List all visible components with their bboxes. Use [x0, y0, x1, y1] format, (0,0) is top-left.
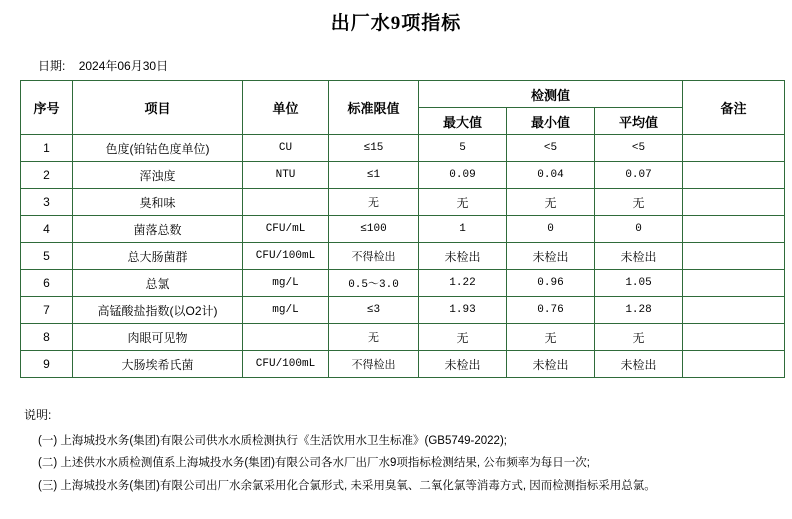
- table-row: [21, 243, 785, 270]
- notes-section: [24, 406, 792, 495]
- cell-remark: [683, 189, 785, 216]
- notes-title: 说明:: [24, 408, 52, 422]
- cell-seq: 7: [21, 297, 73, 324]
- cell-item: 菌落总数: [73, 216, 243, 243]
- cell-item: 肉眼可见物: [73, 324, 243, 351]
- cell-item: 高锰酸盐指数(以O2计): [73, 297, 243, 324]
- cell-avg: 未检出: [595, 351, 683, 378]
- cell-remark: [683, 135, 785, 162]
- cell-avg: <5: [595, 135, 683, 162]
- cell-max: 1: [419, 216, 507, 243]
- cell-item: 浑浊度: [73, 162, 243, 189]
- cell-remark: [683, 162, 785, 189]
- note-line: (二) 上述供水水质检测值系上海城投水务(集团)有限公司各水厂出厂水9项指标检测结果, 公布频率为每日一次;: [38, 457, 590, 470]
- cell-limit: 不得检出: [329, 351, 419, 378]
- date-label: 日期:: [38, 59, 66, 73]
- cell-item: 色度(铂钴色度单位): [73, 135, 243, 162]
- table-row: [21, 216, 785, 243]
- cell-min: 0.04: [507, 162, 595, 189]
- cell-avg: 1.05: [595, 270, 683, 297]
- note-line: (三) 上海城投水务(集团)有限公司出厂水余氯采用化合氯形式, 未采用臭氧、二氧化氯等消毒方式, 因而检测指标采用总氯。: [38, 479, 656, 492]
- date-line: [38, 57, 792, 74]
- cell-unit: CFU/mL: [243, 216, 329, 243]
- header-measured: 检测值: [419, 81, 683, 108]
- cell-seq: 8: [21, 324, 73, 351]
- cell-item: 大肠埃希氏菌: [73, 351, 243, 378]
- cell-unit: mg/L: [243, 270, 329, 297]
- header-limit: 标准限值: [329, 81, 419, 135]
- cell-seq: 2: [21, 162, 73, 189]
- table-row: [21, 297, 785, 324]
- cell-seq: 4: [21, 216, 73, 243]
- cell-limit: ≤100: [329, 216, 419, 243]
- cell-remark: [683, 270, 785, 297]
- page-title: 出厂水9项指标: [330, 13, 462, 34]
- cell-max: 0.09: [419, 162, 507, 189]
- cell-seq: 5: [21, 243, 73, 270]
- cell-min: 未检出: [507, 243, 595, 270]
- table-row: [21, 270, 785, 297]
- date-value: 2024年06月30日: [78, 59, 169, 73]
- cell-limit: 无: [329, 189, 419, 216]
- cell-min: 未检出: [507, 351, 595, 378]
- header-max: 最大值: [419, 108, 507, 135]
- cell-max: 未检出: [419, 351, 507, 378]
- cell-avg: 1.28: [595, 297, 683, 324]
- cell-max: 无: [419, 189, 507, 216]
- cell-remark: [683, 243, 785, 270]
- cell-unit: [243, 324, 329, 351]
- cell-avg: 无: [595, 189, 683, 216]
- cell-limit: 无: [329, 324, 419, 351]
- cell-max: 未检出: [419, 243, 507, 270]
- cell-remark: [683, 324, 785, 351]
- cell-item: 臭和味: [73, 189, 243, 216]
- cell-seq: 1: [21, 135, 73, 162]
- header-unit: 单位: [243, 81, 329, 135]
- cell-unit: NTU: [243, 162, 329, 189]
- cell-limit: ≤1: [329, 162, 419, 189]
- cell-min: <5: [507, 135, 595, 162]
- cell-remark: [683, 351, 785, 378]
- cell-limit: ≤3: [329, 297, 419, 324]
- cell-avg: 0: [595, 216, 683, 243]
- table-row: [21, 351, 785, 378]
- cell-min: 无: [507, 189, 595, 216]
- cell-limit: 不得检出: [329, 243, 419, 270]
- cell-seq: 6: [21, 270, 73, 297]
- header-item: 项目: [73, 81, 243, 135]
- header-seq: 序号: [21, 81, 73, 135]
- cell-min: 0.76: [507, 297, 595, 324]
- cell-unit: CFU/100mL: [243, 351, 329, 378]
- cell-min: 无: [507, 324, 595, 351]
- cell-item: 总氯: [73, 270, 243, 297]
- cell-avg: 未检出: [595, 243, 683, 270]
- table-row: [21, 324, 785, 351]
- table-row: [21, 162, 785, 189]
- cell-avg: 无: [595, 324, 683, 351]
- cell-item: 总大肠菌群: [73, 243, 243, 270]
- cell-seq: 3: [21, 189, 73, 216]
- cell-avg: 0.07: [595, 162, 683, 189]
- cell-max: 1.22: [419, 270, 507, 297]
- water-quality-table: [20, 80, 785, 378]
- header-remark: 备注: [683, 81, 785, 135]
- cell-seq: 9: [21, 351, 73, 378]
- note-line: (一) 上海城投水务(集团)有限公司供水水质检测执行《生活饮用水卫生标准》(GB5749-2022);: [38, 435, 507, 447]
- cell-limit: 0.5～3.0: [329, 270, 419, 297]
- table-header-row-1: [21, 81, 785, 108]
- cell-unit: mg/L: [243, 297, 329, 324]
- cell-max: 无: [419, 324, 507, 351]
- header-min: 最小值: [507, 108, 595, 135]
- header-avg: 平均值: [595, 108, 683, 135]
- cell-unit: CFU/100mL: [243, 243, 329, 270]
- cell-limit: ≤15: [329, 135, 419, 162]
- cell-min: 0: [507, 216, 595, 243]
- table-row: [21, 189, 785, 216]
- cell-remark: [683, 216, 785, 243]
- cell-min: 0.96: [507, 270, 595, 297]
- table-row: [21, 135, 785, 162]
- cell-max: 1.93: [419, 297, 507, 324]
- cell-unit: CU: [243, 135, 329, 162]
- cell-max: 5: [419, 135, 507, 162]
- cell-unit: [243, 189, 329, 216]
- cell-remark: [683, 297, 785, 324]
